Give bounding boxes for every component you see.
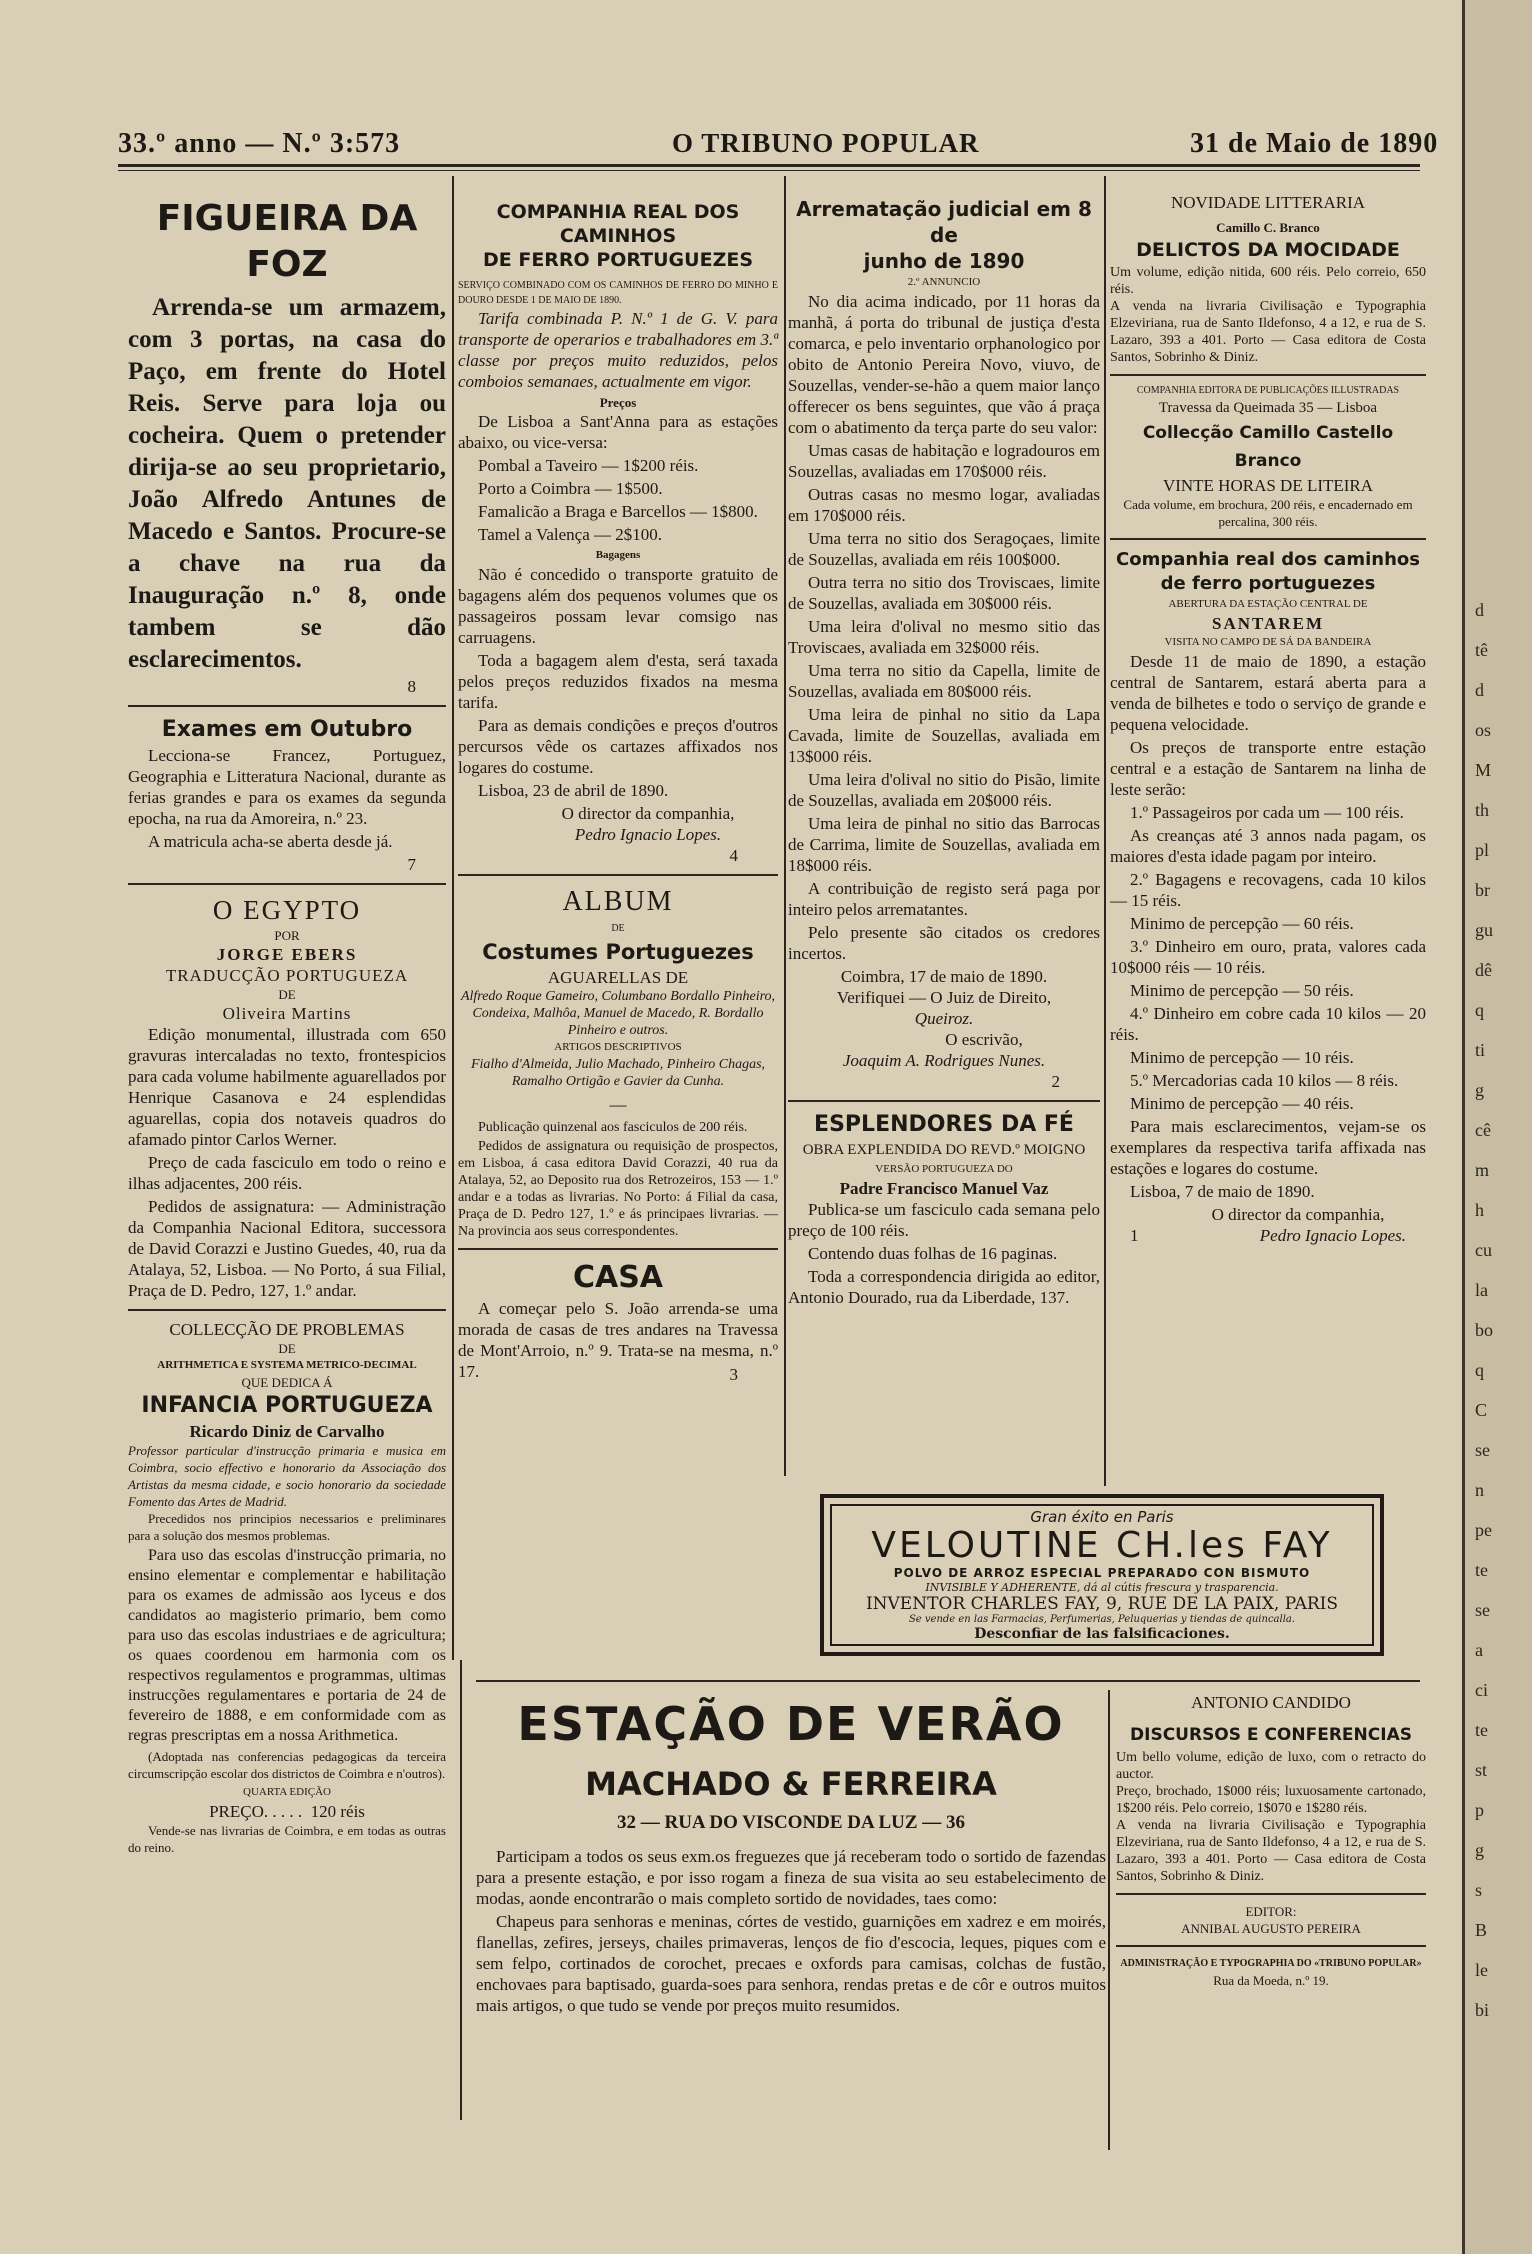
santarem-number: 1: [1130, 1226, 1139, 1245]
santarem-l9: 5.º Mercadorias cada 10 kilos — 8 réis.: [1130, 1071, 1399, 1090]
separator: [788, 1100, 1100, 1102]
spine-fragment: n: [1475, 1480, 1484, 1500]
album-artigos: ARTIGOS DESCRIPTIVOS: [554, 1041, 682, 1053]
estacao-top-rule: [476, 1680, 1420, 1682]
estacao-address: 32 — RUA DO VISCONDE DA LUZ — 36: [616, 1812, 966, 1833]
colleccao-de: DE: [278, 1341, 296, 1356]
fay-inner-border: [830, 1504, 1374, 1646]
casa-number: 3: [729, 1365, 738, 1384]
vinte-preco: Cada volume, em brochura, 200 réis, e encadernado em percalina, 300 réis.: [1123, 497, 1413, 529]
ac-p3: A venda na livraria Civilisação e Typographia Elzeviriana, rua de Santo Ildefonso, 4 a 12, e rua de S. Lazaro, 393 a 401. Porto — Casa editora de Costa Santos, Sobrinho & Diniz.: [1116, 1818, 1426, 1884]
santarem-l5: 3.º Dinheiro em ouro, prata, valores cada 10$000 réis — 10 réis.: [1110, 937, 1426, 977]
arr-item: Uma terra no sitio da Capella, limite de Souzellas, avaliada em 80$000 réis.: [788, 661, 1100, 701]
egypto-traducao: TRADUCÇÃO PORTUGUEZA: [165, 966, 409, 985]
arr-verif: Verifiquei — O Juiz de Direito,: [836, 988, 1052, 1007]
admin-address: Rua da Moeda, n.º 19.: [1213, 1973, 1329, 1988]
issue-number: 33.º anno — N.º 3:573: [118, 128, 401, 159]
spine-fragment: pl: [1475, 840, 1490, 860]
cia-real-title-2: de ferro portuguezes: [1160, 573, 1376, 594]
arr-sign: Joaquim A. Rodrigues Nunes.: [842, 1051, 1046, 1070]
egypto-author: JORGE EBERS: [216, 945, 358, 964]
casa-text: A começar pelo S. João arrenda-se uma morada de casas de tres andares na Travessa de Mont'Arroio, n.º 9. Trata-se na mesma, n.º 17.: [458, 1299, 778, 1381]
egypto-translator: Oliveira Martins: [222, 1004, 352, 1023]
arr-juiz: Queiroz.: [914, 1009, 974, 1028]
spine-fragment: B: [1475, 1920, 1488, 1940]
fay-line-2: INVISIBLE Y ADHERENTE, dá al cútis frescura y trasparencia.: [925, 1581, 1279, 1594]
fay-exito: Gran éxito en Paris: [1030, 1508, 1174, 1526]
fay-advertisement: [820, 1494, 1384, 1656]
spine-fragment: g: [1475, 1080, 1484, 1100]
cia-p1: De Lisboa a Sant'Anna para as estações abaixo, ou vice-versa:: [458, 412, 778, 452]
cia-real-title-1: Companhia real dos caminhos: [1116, 549, 1420, 570]
egypto-title: O EGYPTO: [212, 895, 362, 925]
arr-item: Uma leira de pinhal no sitio da Lapa Cavada, limite de Souzellas, avaliada em 13$000 réis.: [788, 705, 1100, 766]
column-4: [1110, 192, 1426, 1246]
separator: [128, 705, 446, 707]
spine-fragment: la: [1475, 1280, 1488, 1300]
egypto-p2: Preço de cada fasciculo em todo o reino e ilhas adjacentes, 200 réis.: [128, 1153, 446, 1193]
colleccao-edicao: QUARTA EDIÇÃO: [243, 1786, 331, 1798]
spine-fragment: M: [1475, 760, 1492, 780]
separator: [1116, 1945, 1426, 1947]
cia-number: 4: [729, 846, 738, 865]
nov-p2: A venda na livraria Civilisação e Typographia Elzeviriana, rua de Santo Ildefonso, 4 a 12, e rua de S. Lazaro, 393 a 401. Porto — Casa editora de Costa Santos, Sobrinho & Diniz.: [1110, 299, 1426, 365]
column-rule: [1104, 176, 1106, 1486]
fay-name: VELOUTINE CH.les FAY: [871, 1525, 1333, 1566]
santarem: SANTAREM: [1211, 614, 1325, 633]
colleccao-title: COLLECÇÃO DE PROBLEMAS: [169, 1320, 405, 1339]
spine-fragment: q: [1475, 1360, 1484, 1380]
column-rule: [460, 1660, 462, 2120]
colleccao-camillo: Collecção Camillo Castello Branco: [1142, 423, 1394, 471]
cia-b3: Para as demais condições e preços d'outros percursos vêde os cartazes affixados nos logares do costume.: [458, 716, 778, 777]
estacao-advert: [476, 1692, 1106, 2018]
santarem-director: O director da companhia,: [1211, 1205, 1385, 1224]
visita: VISITA NO CAMPO DE SÁ DA BANDEIRA: [1164, 636, 1372, 648]
colleccao-dedica: QUE DEDICA Á: [241, 1375, 333, 1390]
ac-book: DISCURSOS E CONFERENCIAS: [1130, 1725, 1412, 1745]
nov-p1: Um volume, edição nitida, 600 réis. Pelo correio, 650 réis.: [1110, 265, 1426, 297]
spine-fragment: d: [1475, 600, 1484, 620]
santarem-p2: Os preços de transporte entre estação central e a estação de Santarem na linha de leste serão:: [1110, 738, 1426, 799]
nov-book: DELICTOS DA MOCIDADE: [1136, 239, 1400, 261]
column-1: [128, 196, 446, 1858]
arr-items: [788, 440, 1100, 964]
separator: [128, 1309, 446, 1311]
adjacent-page-edge: [1462, 0, 1532, 2254]
arr-item: Uma leira d'olival no mesmo sitio das Troviscaes, avaliada em 32$000 réis.: [788, 617, 1100, 657]
egypto-p3: Pedidos de assignatura: — Administração da Companhia Nacional Editora, successora de David Corazzi e Justino Guedes, 40, rua da Atalaya, 52, Lisboa. — No Porto, á sua Filial, Praça de D. Pedro, 127, 1.º andar.: [128, 1197, 446, 1300]
spine-fragment: cê: [1475, 1120, 1491, 1140]
cia-b2: Toda a bagagem alem d'esta, será taxada pelos preços reduzidos fixados na mesma tarifa.: [458, 651, 778, 712]
spine-fragment: br: [1475, 880, 1490, 900]
cia-b1: Não é concedido o transporte gratuito de bagagens além dos pequenos volumes que os passageiros possam levar comsigo nas carruagens.: [458, 565, 778, 647]
arr-title-1: Arrematação judicial em 8 de: [796, 197, 1092, 247]
santarem-sign-row: [1110, 1225, 1426, 1246]
colleccao-infancia: INFANCIA PORTUGUEZA: [141, 1393, 433, 1418]
newspaper-title: O TRIBUNO POPULAR: [672, 128, 980, 158]
arr-item: Uma leira de pinhal no sitio das Barrocas de Carrima, limite de Souzellas, avaliada em 18$000 réis.: [788, 814, 1100, 875]
spine-fragment: h: [1475, 1200, 1484, 1220]
cia-sign: Pedro Ignacio Lopes.: [574, 825, 722, 844]
editor-label: EDITOR:: [1245, 1904, 1297, 1919]
nov-author: Camillo C. Branco: [1216, 220, 1320, 235]
egypto-por: POR: [274, 928, 300, 943]
spine-fragment: ti: [1475, 1040, 1486, 1060]
spine-fragment: os: [1475, 720, 1492, 740]
colleccao-p3: (Adoptada nas conferencias pedagogicas da terceira circumscripção escolar dos districtos de Coimbra e n'outros).: [128, 1749, 446, 1781]
casa-title: CASA: [572, 1260, 664, 1295]
esp-title: ESPLENDORES DA FÉ: [814, 1112, 1074, 1137]
separator: [128, 883, 446, 885]
esp-p1: Publica-se um fasciculo cada semana pelo preço de 100 réis.: [788, 1200, 1100, 1240]
spine-fragment: te: [1475, 1720, 1488, 1740]
album-aguarellas: AGUARELLAS DE: [547, 968, 689, 987]
exames-number: 7: [407, 855, 416, 874]
album-writers: Fialho d'Almeida, Julio Machado, Pinheiro Chagas, Ramalho Ortigão e Gavier da Cunha.: [470, 1057, 766, 1089]
egypto-p1: Edição monumental, illustrada com 650 gravuras intercaladas no texto, frontespicios para cada volume habilmente aguarellados por Henrique Casanova e 24 esplendidas aguarellas, copia dos notaveis quadros do afamado pintor Carlos Werner.: [128, 1025, 446, 1149]
colleccao-sub: ARITHMETICA E SYSTEMA METRICO-DECIMAL: [157, 1359, 417, 1371]
colleccao-desc: Professor particular d'instrucção primaria e musica em Coimbra, socio effectivo e honorario da Associação dos Artistas da mesma cidade, e socio honorario da sociedade Fomento das Artes de Madrid.: [128, 1443, 446, 1509]
cia-line-2: Porto a Coimbra — 1$500.: [478, 479, 663, 498]
spine-fragment: m: [1475, 1160, 1490, 1180]
admin: ADMINISTRAÇÃO E TYPOGRAPHIA DO «TRIBUNO POPULAR»: [1120, 1958, 1422, 1969]
exames-text-2: A matricula acha-se aberta desde já.: [148, 832, 393, 851]
esp-p2: Contendo duas folhas de 16 paginas.: [808, 1244, 1058, 1263]
cia-bagagens: Bagagens: [595, 549, 641, 561]
vinte-horas: VINTE HORAS DE LITEIRA: [1162, 476, 1374, 495]
column-rule: [784, 176, 786, 1476]
colleccao-venda: Vende-se nas livrarias de Coimbra, e em todas as outras do reino.: [128, 1823, 446, 1855]
separator: [458, 874, 778, 876]
spine-fragment: p: [1475, 1800, 1484, 1820]
header-rule: [118, 164, 1420, 167]
arr-number: 2: [1051, 1072, 1060, 1091]
spine-fragment: s: [1475, 1880, 1483, 1900]
arr-item: Uma terra no sitio dos Seragoçaes, limite de Souzellas, avaliada em réis 100$000.: [788, 529, 1100, 569]
album-title: ALBUM: [562, 886, 674, 917]
cia-editora-address: Travessa da Queimada 35 — Lisboa: [1158, 400, 1378, 416]
cia-title-2: DE FERRO PORTUGUEZES: [482, 249, 754, 271]
fay-line-1: POLVO DE ARROZ ESPECIAL PREPARADO CON BISMUTO: [893, 1566, 1311, 1580]
exames-text: Lecciona-se Francez, Portuguez, Geographia e Litteratura Nacional, durante as ferias grandes e para os exames da segunda epocha, na rua da Amoreira, n.º 23.: [128, 746, 446, 828]
spine-fragment: th: [1475, 800, 1490, 820]
figueira-number: 8: [407, 677, 416, 696]
arr-item: Uma leira d'olival no sitio do Pisão, limite de Souzellas, avaliada em 20$000 réis.: [788, 770, 1100, 810]
spine-fragment: C: [1475, 1400, 1488, 1420]
album-de: DE: [611, 923, 625, 934]
column-3: [788, 196, 1100, 1310]
spine-fragment: d: [1475, 680, 1484, 700]
santarem-l1: 1.º Passageiros por cada um — 100 réis.: [1130, 803, 1404, 822]
santarem-l10: Minimo de percepção — 40 réis.: [1130, 1094, 1354, 1113]
column-2: [458, 200, 778, 1385]
spine-fragment: gu: [1475, 920, 1493, 940]
separator-dash: —: [609, 1095, 627, 1114]
cia-line-1: Pombal a Taveiro — 1$200 réis.: [478, 456, 699, 475]
colleccao-p2: Para uso das escolas d'instrucção primaria, no ensino elementar e complementar e habilitação para os exames de admissão aos lyceus e dos candidatos ao magisterio primario, bem como para uso das escolas industriaes e de agricultura; os quaes coordenou em harmonia com os respectivos regulamentos e programmas, ultimas instrucções regulamentares e portaria de 24 de fevereiro de 1888, e em conformidade com as regras prescriptas em a nossa Arithmetica.: [128, 1547, 446, 1744]
esp-versao: VERSÃO PORTUGUEZA DO: [875, 1163, 1013, 1175]
spine-fragment: st: [1475, 1760, 1488, 1780]
spine-fragment: ci: [1475, 1680, 1488, 1700]
figueira-title: FIGUEIRA DA FOZ: [156, 198, 418, 285]
column-rule: [452, 176, 454, 1660]
spine-fragment: se: [1475, 1440, 1490, 1460]
column-rule: [1108, 1690, 1110, 2150]
separator: [1110, 374, 1426, 376]
spine-fragment: q: [1475, 1000, 1484, 1020]
arr-item: A contribuição de registo será paga por inteiro pelos arrematantes.: [788, 879, 1100, 919]
spine-fragment: dê: [1475, 960, 1492, 980]
separator: [1110, 538, 1426, 540]
album-p2: Pedidos de assignatura ou requisição de prospectos, em Lisboa, á casa editora David Corazzi, 40 rua da Atalaya, 52, ao Deposito rua dos Retrozeiros, 153 — 1.º andar e a todas as livrarias. No Porto: á Filial da casa, Praça de D. Pedro 127, 1.º e ás principaes livrarias. — Na provincia aos seus correspondentes.: [458, 1139, 778, 1239]
fay-desconfiar: Desconfiar de las falsificaciones.: [974, 1626, 1230, 1642]
cia-tarifa: Tarifa combinada P. N.º 1 de G. V. para transporte de operarios e trabalhadores em 3.ª classe por preços muito reduzidos, pelos comboios semanaes, actualmente em vigor.: [458, 309, 778, 391]
santarem-p1: Desde 11 de maio de 1890, a estação central de Santarem, estará aberta para a venda de bilhetes e todo o serviço de grande e pequena velocidade.: [1110, 652, 1426, 734]
egypto-de: DE: [278, 987, 296, 1002]
arr-item: Outras casas no mesmo logar, avaliadas em 170$000 réis.: [788, 485, 1100, 525]
cia-line-3: Famalicão a Braga e Barcellos — 1$800.: [478, 502, 758, 521]
spine-fragment: g: [1475, 1840, 1484, 1860]
arr-item: Umas casas de habitação e logradouros em Souzellas, avaliadas em 170$000 réis.: [788, 441, 1100, 481]
spine-fragment: a: [1475, 1640, 1483, 1660]
estacao-firm: MACHADO & FERREIRA: [585, 1765, 997, 1803]
album-authors: Alfredo Roque Gameiro, Columbano Bordallo Pinheiro, Condeixa, Malhôa, Manuel de Macedo, R. Bordallo Pinheiro e outros.: [460, 989, 776, 1038]
header-rule-thin: [118, 170, 1420, 171]
figueira-text: Arrenda-se um armazem, com 3 portas, na casa do Paço, em frente do Hotel Reis. Serve para loja ou cocheira. Quem o pretender dirija-se ao seu proprietario, João Alfredo Antunes de Macedo e Santos. Procure-se a chave na rua da Inauguração n.º 8, onde tambem se dão esclarecimentos.: [128, 294, 446, 673]
abertura: ABERTURA DA ESTAÇÃO CENTRAL DE: [1168, 598, 1368, 610]
esp-p3: Toda a correspondencia dirigida ao editor, Antonio Dourado, rua da Liberdade, 137.: [788, 1267, 1100, 1307]
esp-padre: Padre Francisco Manuel Vaz: [839, 1179, 1049, 1198]
issue-date: 31 de Maio de 1890: [1190, 128, 1439, 159]
ac-p1: Um bello volume, edição de luxo, com o retracto do auctor.: [1116, 1750, 1426, 1782]
estacao-title: ESTAÇÃO DE VERÃO: [517, 1697, 1065, 1751]
separator: [458, 1248, 778, 1250]
spine-fragment: le: [1475, 1960, 1488, 1980]
cia-line-4: Tamel a Valença — 2$100.: [478, 525, 663, 544]
esp-sub: OBRA EXPLENDIDA DO REVD.º MOIGNO: [802, 1142, 1086, 1158]
ac-p2: Preço, brochado, 1$000 réis; luxuosamente cartonado, 1$200 réis. Pelo correio, 1$070 e 1$280 réis.: [1116, 1784, 1426, 1816]
spine-fragment: bo: [1475, 1320, 1493, 1340]
colleccao-preco: PREÇO. . . . . 120 réis: [209, 1802, 365, 1821]
arr-escrivao: O escrivão,: [945, 1030, 1023, 1049]
arr-annuncio: 2.º ANNUNCIO: [907, 276, 981, 288]
spine-fragment: te: [1475, 1560, 1488, 1580]
arr-item: Outra terra no sitio dos Troviscaes, limite de Souzellas, avaliada em 30$000 réis.: [788, 573, 1100, 613]
arr-date: Coimbra, 17 de maio de 1890.: [840, 967, 1048, 986]
estacao-p2: Chapeus para senhoras e meninas, córtes de vestido, guarnições em xadrez e em moirés, flanellas, zefires, jerseys, chailes primaveras, lenços de fio d'escocia, leques, piques com e sem felpo, cortinados de corochet, precaes e oxfords para camisas, colchas de fustão, enchovaes para baptisado, guarda-soes para senhora, rendas pretas e de côr e outros muitos mais artigos, o que tudo se vende por preços muito resumidos.: [476, 1912, 1106, 2015]
santarem-l4: Minimo de percepção — 60 réis.: [1130, 914, 1354, 933]
fay-vende: Se vende en las Farmacias, Perfumerias, Peluquerias y tiendas de quincalla.: [908, 1614, 1296, 1625]
cia-precos: Preços: [599, 395, 637, 410]
album-sub: Costumes Portuguezes: [482, 940, 754, 964]
estacao-p1: Participam a todos os seus exm.os freguezes que já receberam todo o sortido de fazendas para a presente estação, e por isso rogam a fineza de sua visita ao seu estabelecimento de modas, aonde encontrarão o mais completo sortido de novidades, taes como:: [476, 1847, 1106, 1908]
separator: [1116, 1893, 1426, 1895]
spine-fragment: pe: [1475, 1520, 1492, 1540]
spine-fragment: se: [1475, 1600, 1490, 1620]
cia-editora: COMPANHIA EDITORA DE PUBLICAÇÕES ILLUSTRADAS: [1136, 385, 1400, 396]
spine-fragment: bi: [1475, 2000, 1490, 2020]
arr-title-2: junho de 1890: [863, 249, 1025, 273]
santarem-sign: Pedro Ignacio Lopes.: [1259, 1226, 1406, 1245]
cia-date: Lisboa, 23 de abril de 1890.: [478, 781, 669, 800]
santarem-l7: 4.º Dinheiro em cobre cada 10 kilos — 20 réis.: [1110, 1004, 1426, 1044]
cia-director: O director da companhia,: [561, 804, 735, 823]
santarem-l2: As creanças até 3 annos nada pagam, os maiores d'esta idade pagam por inteiro.: [1110, 826, 1426, 866]
spine-fragment: cu: [1475, 1240, 1492, 1260]
editor-name: ANNIBAL AUGUSTO PEREIRA: [1181, 1921, 1361, 1936]
arr-item: Pelo presente são citados os credores incertos.: [788, 923, 1100, 963]
arr-p1: No dia acima indicado, por 11 horas da manhã, á porta do tribunal de justiça d'esta comarca, e pelo inventario orphanologico por obito de Antonio Pereira Novo, viuvo, de Souzellas, vender-se-hão a quem maior lanço offerecer os bens seguintes, que vão á praça com o abatimento da terça parte do seu valor:: [788, 292, 1100, 437]
santarem-l8: Minimo de percepção — 10 réis.: [1130, 1048, 1354, 1067]
nov-title: NOVIDADE LITTERARIA: [1170, 193, 1366, 212]
antonio-candido-advert: [1116, 1692, 1426, 1989]
santarem-p3: Para mais esclarecimentos, vejam-se os exemplares da respectiva tarifa affixada nas estações e logares do costume.: [1110, 1117, 1426, 1178]
album-p1: Publicação quinzenal aos fasciculos de 200 réis.: [478, 1120, 748, 1135]
santarem-l3: 2.º Bagagens e recovagens, cada 10 kilos — 15 réis.: [1110, 870, 1426, 910]
cia-servico: SERVIÇO COMBINADO COM OS CAMINHOS DE FERRO DO MINHO E DOURO DESDE 1 DE MAIO DE 1890.: [458, 280, 778, 306]
santarem-l6: Minimo de percepção — 50 réis.: [1130, 981, 1354, 1000]
cia-title-1: COMPANHIA REAL DOS CAMINHOS: [496, 201, 740, 247]
ac-title: ANTONIO CANDIDO: [1191, 1693, 1351, 1712]
santarem-date: Lisboa, 7 de maio de 1890.: [1130, 1182, 1315, 1201]
colleccao-p1: Precedidos nos principios necessarios e preliminares para a solução dos mesmos problemas.: [128, 1511, 446, 1543]
colleccao-author: Ricardo Diniz de Carvalho: [189, 1422, 385, 1441]
exames-title: Exames em Outubro: [161, 717, 413, 742]
fay-inventor: INVENTOR CHARLES FAY, 9, RUE DE LA PAIX, PARIS: [865, 1594, 1339, 1614]
spine-fragment: tê: [1475, 640, 1488, 660]
